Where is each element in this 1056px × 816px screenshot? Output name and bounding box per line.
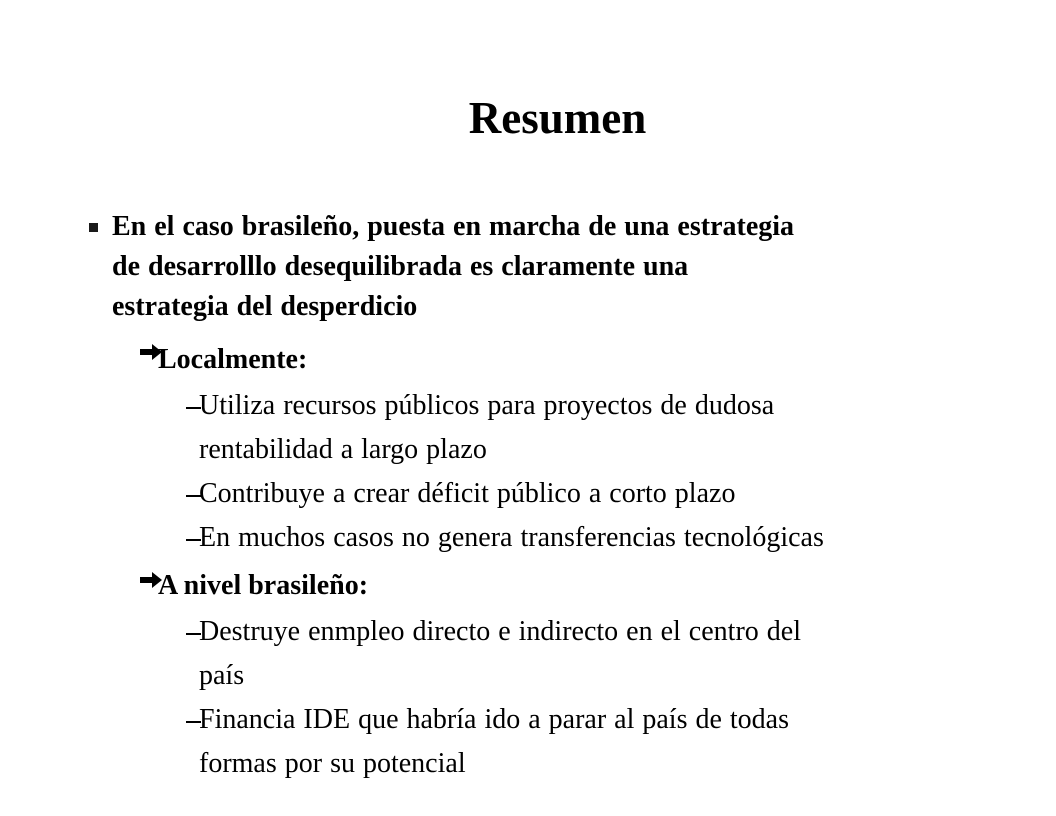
list-item-line: Financia IDE que habría ido a parar al país de todas (199, 704, 790, 735)
main-point-line: de desarrolllo desequilibrada es claramente una (112, 251, 689, 282)
main-point-line: estrategia del desperdicio (112, 291, 418, 322)
slide-title: Resumen (468, 93, 647, 143)
square-bullet-icon (89, 223, 98, 232)
list-item-line: formas por su potencial (199, 748, 466, 779)
list-item (199, 698, 789, 786)
list-item-line: Destruye enmpleo directo e indirecto en el centro del (199, 616, 801, 647)
list-item (199, 384, 774, 472)
list-item-line: país (199, 660, 245, 691)
section-heading-nivel-brasileno: A nivel brasileño: (158, 570, 369, 601)
main-point (112, 207, 1032, 327)
list-item (199, 472, 735, 516)
list-item-line: En muchos casos no genera transferencias tecnológicas (199, 522, 824, 553)
main-point-line: En el caso brasileño, puesta en marcha de una estrategia (112, 211, 795, 242)
list-item-line: rentabilidad a largo plazo (199, 434, 487, 465)
list-item (199, 516, 824, 560)
list-item (199, 610, 801, 698)
list-item-line: Contribuye a crear déficit público a corto plazo (199, 478, 736, 509)
section-heading-localmente: Localmente: (158, 344, 308, 375)
list-item-line: Utiliza recursos públicos para proyectos de dudosa (199, 390, 775, 421)
